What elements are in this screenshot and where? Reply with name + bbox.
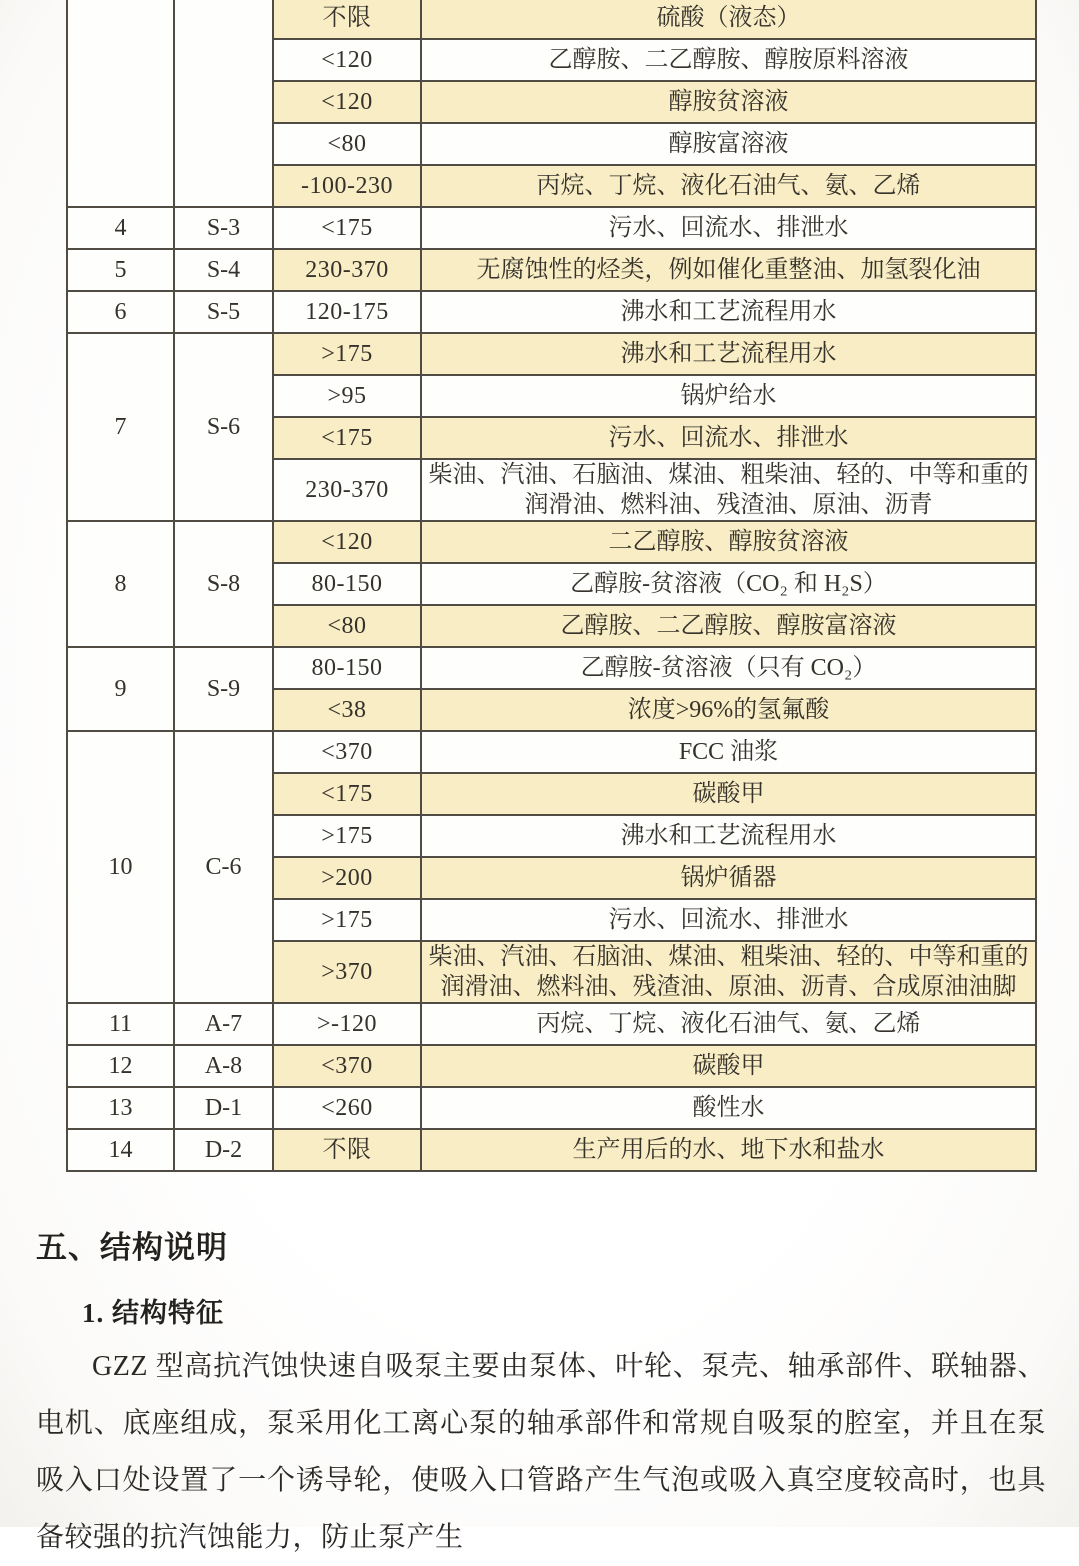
cell-medium: 柴油、汽油、石脑油、煤油、粗柴油、轻的、中等和重的润滑油、燃料油、残渣油、原油、沥青、合成原油油脚 [421, 941, 1036, 1003]
cell-temperature: <38 [273, 689, 421, 731]
cell-number: 5 [67, 249, 174, 291]
cell-medium: FCC 油浆 [421, 731, 1036, 773]
cell-code: S-6 [174, 333, 273, 521]
cell-medium: 乙醇胺-贫溶液（只有 CO₂） [421, 647, 1036, 689]
cell-medium: 乙醇胺-贫溶液（CO₂ 和 H₂S） [421, 563, 1036, 605]
cell-temperature: <175 [273, 773, 421, 815]
cell-code: S-9 [174, 647, 273, 731]
cell-temperature: >200 [273, 857, 421, 899]
body-paragraph: GZZ 型高抗汽蚀快速自吸泵主要由泵体、叶轮、泵壳、轴承部件、联轴器、电机、底座组成，泵采用化工离心泵的轴承部件和常规自吸泵的腔室，并且在泵吸入口处设置了一个诱导轮，使吸入口管路产生气泡或吸入真空度较高时，也具备较强的抗汽蚀能力，防止泵产生 [36, 1351, 1046, 1553]
table-row [67, 731, 1036, 773]
cell-medium: 污水、回流水、排泄水 [421, 899, 1036, 941]
cell-code: S-5 [174, 291, 273, 333]
table-row [67, 1045, 1036, 1087]
cell-temperature: <370 [273, 1045, 421, 1087]
cell-temperature: <120 [273, 39, 421, 81]
cell-medium: 柴油、汽油、石脑油、煤油、粗柴油、轻的、中等和重的润滑油、燃料油、残渣油、原油、沥青 [421, 459, 1036, 521]
table-row [67, 0, 1036, 39]
table-row [67, 291, 1036, 333]
cell-medium: 酸性水 [421, 1087, 1036, 1129]
cell-temperature: <260 [273, 1087, 421, 1129]
cell-code: A-8 [174, 1045, 273, 1087]
cell-temperature: <370 [273, 731, 421, 773]
table-row [67, 1087, 1036, 1129]
cell-temperature: 不限 [273, 1129, 421, 1171]
cell-temperature: 80-150 [273, 563, 421, 605]
table-row [67, 333, 1036, 375]
cell-number: 11 [67, 1003, 174, 1045]
cell-code: D-1 [174, 1087, 273, 1129]
cell-medium: 污水、回流水、排泄水 [421, 207, 1036, 249]
cell-medium: 醇胺贫溶液 [421, 81, 1036, 123]
cell-medium: 二乙醇胺、醇胺贫溶液 [421, 521, 1036, 563]
table-row [67, 521, 1036, 563]
cell-medium: 碳酸甲 [421, 773, 1036, 815]
cell-temperature: >370 [273, 941, 421, 1003]
cell-medium: 锅炉循器 [421, 857, 1036, 899]
table-row [67, 207, 1036, 249]
cell-number: 14 [67, 1129, 174, 1171]
cell-temperature: <175 [273, 417, 421, 459]
cell-code: D-2 [174, 1129, 273, 1171]
cell-code: S-8 [174, 521, 273, 647]
cell-medium: 无腐蚀性的烃类，例如催化重整油、加氢裂化油 [421, 249, 1036, 291]
cell-temperature: >175 [273, 899, 421, 941]
pump-medium-temperature-table [66, 0, 1037, 1172]
cell-temperature: 80-150 [273, 647, 421, 689]
cell-medium: 沸水和工艺流程用水 [421, 291, 1036, 333]
table-row [67, 1129, 1036, 1171]
cell-number: 6 [67, 291, 174, 333]
cell-temperature: 230-370 [273, 459, 421, 521]
cell-number: 13 [67, 1087, 174, 1129]
cell-temperature: 不限 [273, 0, 421, 39]
cell-temperature: >175 [273, 815, 421, 857]
cell-temperature: <80 [273, 123, 421, 165]
cell-code: S-3 [174, 207, 273, 249]
cell-code: A-7 [174, 1003, 273, 1045]
cell-medium: 生产用后的水、地下水和盐水 [421, 1129, 1036, 1171]
cell-medium: 乙醇胺、二乙醇胺、醇胺富溶液 [421, 605, 1036, 647]
cell-code: S-4 [174, 249, 273, 291]
cell-medium: 醇胺富溶液 [421, 123, 1036, 165]
table-row [67, 1003, 1036, 1045]
cell-temperature: <120 [273, 521, 421, 563]
table-body [67, 0, 1036, 1171]
cell-temperature: <80 [273, 605, 421, 647]
cell-medium: 硫酸（液态） [421, 0, 1036, 39]
cell-temperature: -100-230 [273, 165, 421, 207]
cell-number: 9 [67, 647, 174, 731]
cell-number: 12 [67, 1045, 174, 1087]
cell-code [174, 0, 273, 207]
cell-medium: 锅炉给水 [421, 375, 1036, 417]
cell-temperature: 230-370 [273, 249, 421, 291]
cell-code: C-6 [174, 731, 273, 1003]
pump-medium-table-wrap [66, 0, 1035, 1172]
cell-number: 4 [67, 207, 174, 249]
cell-medium: 丙烷、丁烷、液化石油气、氨、乙烯 [421, 1003, 1036, 1045]
cell-temperature: >95 [273, 375, 421, 417]
cell-number: 10 [67, 731, 174, 1003]
cell-medium: 乙醇胺、二乙醇胺、醇胺原料溶液 [421, 39, 1036, 81]
cell-medium: 碳酸甲 [421, 1045, 1036, 1087]
cell-medium: 沸水和工艺流程用水 [421, 815, 1036, 857]
cell-temperature: >175 [273, 333, 421, 375]
sub-heading: 1. 结构特征 [82, 1298, 224, 1328]
cell-temperature: >-120 [273, 1003, 421, 1045]
cell-temperature: <175 [273, 207, 421, 249]
section-heading: 五、结构说明 [36, 1230, 228, 1265]
cell-temperature: 120-175 [273, 291, 421, 333]
cell-medium: 污水、回流水、排泄水 [421, 417, 1036, 459]
table-row [67, 647, 1036, 689]
table-row [67, 249, 1036, 291]
cell-temperature: <120 [273, 81, 421, 123]
cell-medium: 沸水和工艺流程用水 [421, 333, 1036, 375]
cell-number: 8 [67, 521, 174, 647]
cell-number: 7 [67, 333, 174, 521]
cell-number [67, 0, 174, 207]
cell-medium: 浓度>96%的氢氟酸 [421, 689, 1036, 731]
cell-medium: 丙烷、丁烷、液化石油气、氨、乙烯 [421, 165, 1036, 207]
